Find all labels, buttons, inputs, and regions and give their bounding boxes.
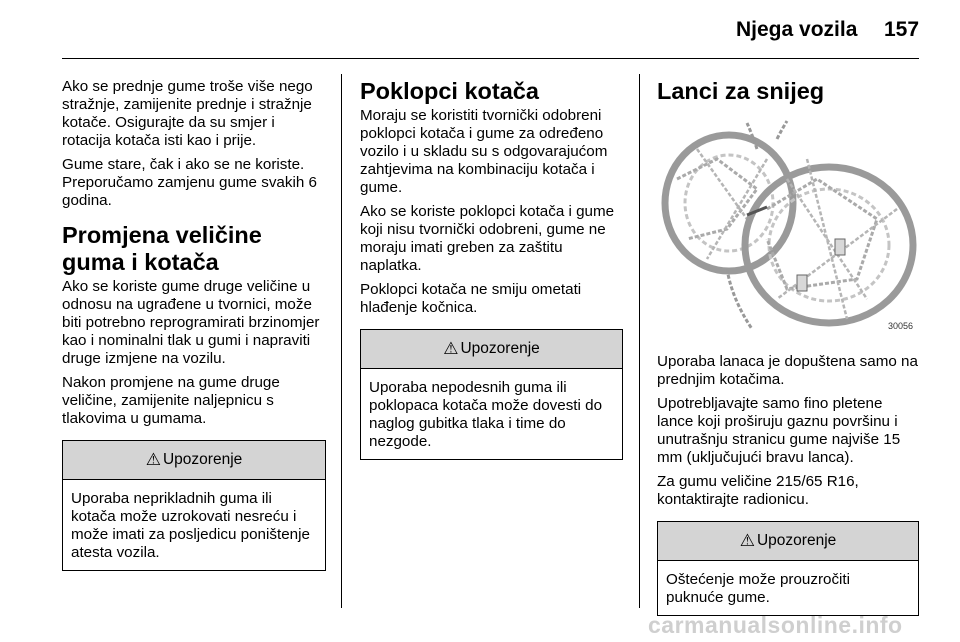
paragraph: Moraju se koristiti tvornički odobreni poklopci kotača i gume za određeno vozilo i u skladu su s odgovarajućom zahtjevima na kombinaciju kotača i gume. [360, 107, 608, 196]
warning-box [360, 329, 623, 460]
page-title: Njega vozila [736, 18, 858, 41]
column-divider [639, 74, 640, 608]
warning-title: Upozorenje [460, 340, 540, 357]
warning-icon: ⚠ [443, 339, 459, 358]
snow-chains-illustration [657, 119, 917, 333]
section-heading: Promjena veličine guma i kotača [62, 222, 262, 275]
header-divider [62, 58, 919, 59]
paragraph: Ako se prednje gume troše više nego stražnje, zamijenite prednje i stražnje kotače. Osigurajte da su smjer i rotacija kotača isti kao i prije. [62, 78, 313, 149]
paragraph: Upotrebljavajte samo fino pletene lance koji proširuju gaznu površinu i unutrašnju stranicu gume najviše 15 mm (uključujući bravu lanca). [657, 395, 901, 466]
warning-box [657, 521, 919, 616]
paragraph: Za gumu veličine 215/65 R16, kontaktirajte radionicu. [657, 473, 859, 508]
paragraph: Gume stare, čak i ako se ne koriste. Preporučamo zamjenu gume svakih 6 godina. [62, 156, 317, 209]
warning-text: Oštećenje može prouzročiti puknuće gume. [666, 571, 851, 606]
warning-box [62, 440, 326, 571]
figure-number: 30056 [887, 321, 913, 331]
paragraph: Uporaba lanaca je dopuštena samo na prednjim kotačima. [657, 353, 918, 388]
warning-icon: ⚠ [145, 450, 161, 469]
column-3 [657, 78, 919, 616]
column-2 [360, 78, 623, 460]
column-divider [341, 74, 342, 608]
section-heading: Poklopci kotača [360, 78, 539, 104]
warning-header [63, 441, 325, 480]
warning-header [361, 330, 622, 369]
warning-text: Uporaba neprikladnih guma ili kotača može uzrokovati nesreću i može imati za posljedicu poništenje atesta vozila. [71, 490, 310, 561]
snow-chains-drawing [657, 119, 917, 333]
warning-text: Uporaba nepodesnih guma ili poklopaca kotača može dovesti do naglog gubitka tlaka i time do nezgode. [369, 379, 603, 450]
paragraph: Ako se koriste gume druge veličine u odnosu na ugrađene u tvornici, može biti potrebno reprogramirati brzinomjer kao i nominalni tlak u gumi i napraviti druge izmjene na vozilu. [62, 278, 320, 367]
warning-icon: ⚠ [739, 531, 755, 550]
paragraph: Poklopci kotača ne smiju ometati hlađenje kočnica. [360, 281, 582, 316]
section-heading: Lanci za snijeg [657, 78, 825, 104]
paragraph: Nakon promjene na gume druge veličine, zamijenite naljepnicu s tlakovima u gumama. [62, 374, 280, 427]
watermark: carmanualsonline.info [648, 612, 903, 638]
paragraph: Ako se koriste poklopci kotača i gume koji nisu tvornički odobreni, gume ne moraju imati greben za zaštitu naplatka. [360, 203, 615, 274]
warning-title: Upozorenje [756, 532, 837, 549]
page-number: 157 [884, 18, 920, 41]
column-1 [62, 78, 326, 571]
warning-title: Upozorenje [162, 451, 243, 468]
warning-header [658, 522, 918, 561]
